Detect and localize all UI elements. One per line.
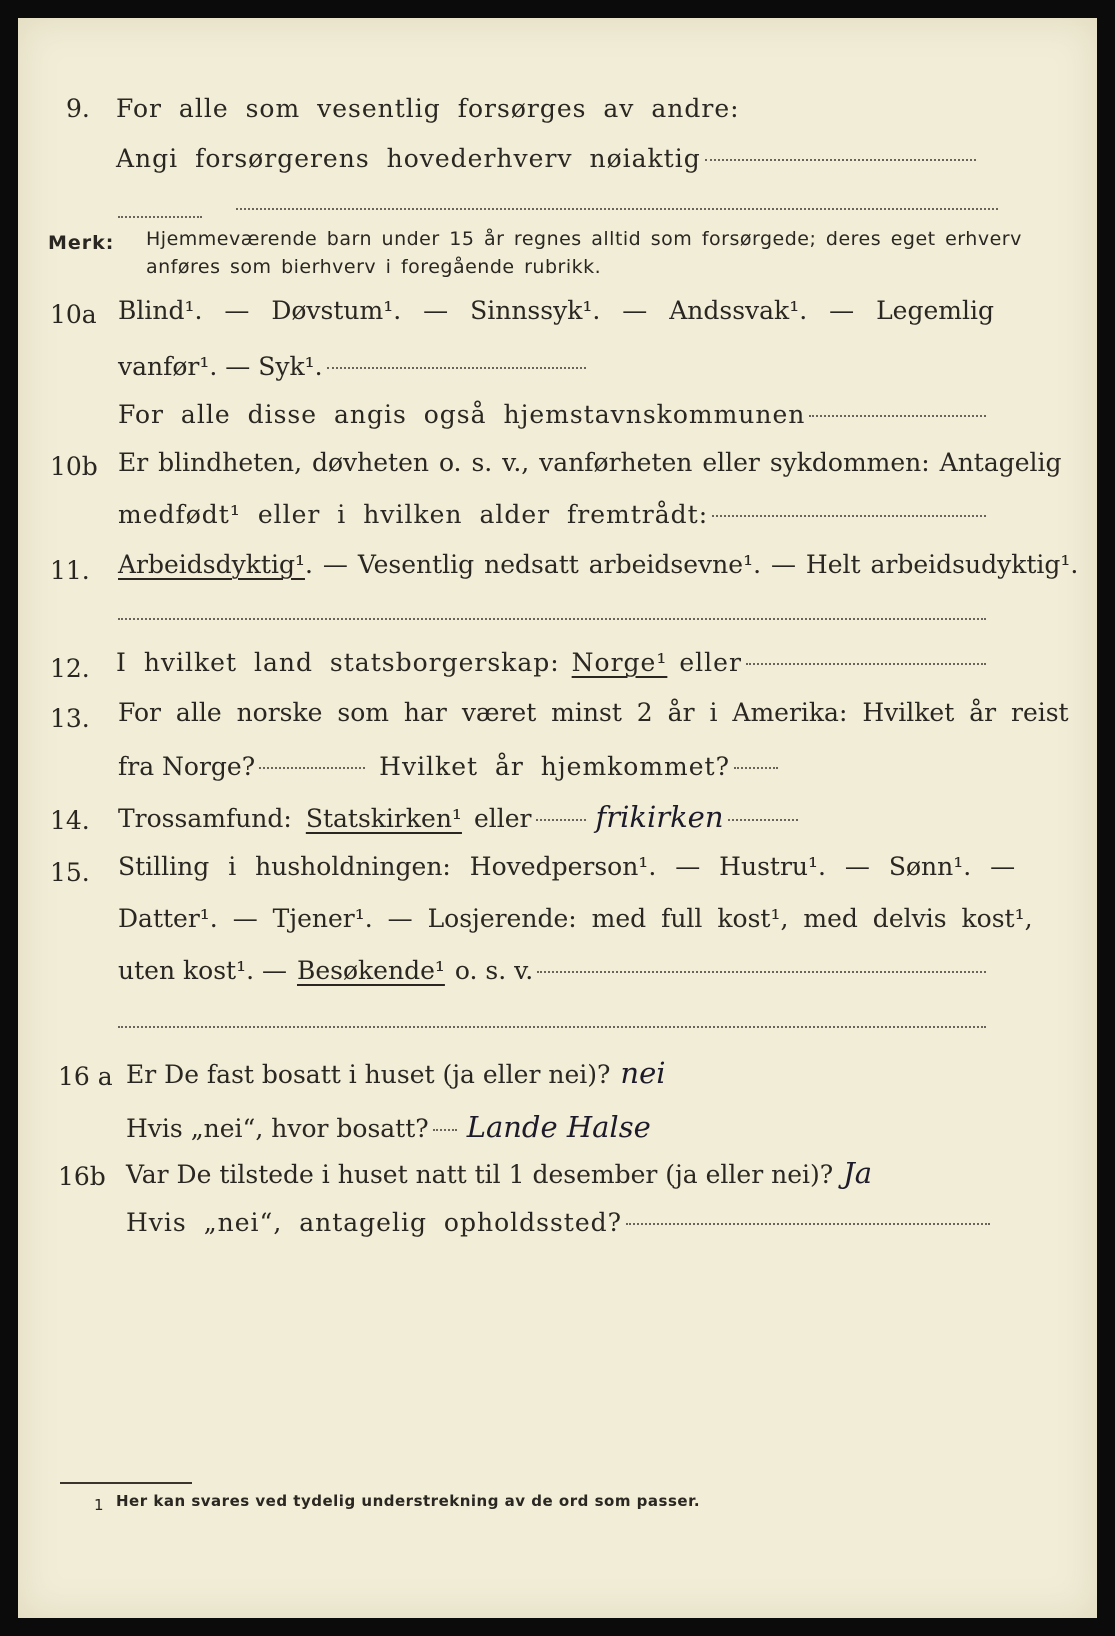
q14-number: 14.: [50, 806, 90, 835]
q13-left-answer-line: [259, 767, 365, 769]
q10a-line3: [118, 400, 986, 429]
q11-number: 11.: [50, 556, 90, 585]
q14-line: [118, 800, 798, 834]
note-label: Merk:: [48, 232, 115, 254]
footnote-mark: 1: [94, 1496, 104, 1514]
q14-after-text: eller: [473, 804, 532, 833]
q16a-question2: Hvis „nei“, hvor bosatt?: [126, 1114, 429, 1143]
q12-text: I hvilket land statsborgerskap:: [116, 648, 560, 677]
q9-line2: [116, 144, 976, 173]
q15-answer-line: [537, 971, 986, 973]
q10b-line2: [118, 500, 986, 529]
q15-line3-text-a: uten kost¹. —: [118, 956, 287, 985]
q13-line2: [118, 752, 778, 781]
q16b-line1: [126, 1156, 986, 1190]
q14-handwritten-answer: frikirken: [595, 800, 724, 834]
q12-answer-line: [746, 663, 986, 665]
q16a-number: 16 a: [58, 1062, 113, 1091]
q13-right-answer-line: [734, 767, 778, 769]
q15-line2: [118, 904, 1033, 933]
q16a-answer2-line: [433, 1129, 457, 1131]
q16b-number: 16b: [58, 1162, 106, 1191]
q10a-line1: [118, 296, 994, 325]
q10a-line2-text: vanfør¹. — Syk¹.: [118, 352, 323, 381]
q14-selected-option: Statskirken¹: [305, 804, 462, 833]
note-line2: anføres som bierhverv i foregående rubrikk.: [146, 256, 602, 278]
q11-line: [118, 550, 1079, 579]
q10b-line1-text: Er blindheten, døvheten o. s. v., vanførheten eller sykdommen: Antagelig: [118, 448, 1062, 477]
footnote-rule: [60, 1482, 192, 1484]
q15-extra-answer-line: [118, 1026, 986, 1028]
q14-answer-line-left: [536, 819, 586, 821]
q13-line1: [118, 698, 1069, 727]
q10b-line1: [118, 448, 1062, 477]
q13-number: 13.: [50, 704, 90, 733]
q10b-line2-text: medfødt¹ eller i hvilken alder fremtrådt:: [118, 500, 709, 529]
q9-separator-short: [118, 216, 202, 218]
q16a-line1: [126, 1056, 826, 1090]
q15-number: 15.: [50, 858, 90, 887]
q12-after-text: eller: [679, 648, 742, 677]
q14-text: Trossamfund:: [118, 804, 292, 833]
q10b-number: 10b: [50, 452, 98, 481]
q16a-line2: [126, 1110, 826, 1144]
q15-line1: [118, 852, 1016, 881]
q9-separator-long: [236, 208, 998, 210]
q13-right-question: Hvilket år hjemkommet?: [379, 752, 731, 781]
q9-line2-text: Angi forsørgerens hovederhverv nøiaktig: [116, 144, 701, 173]
q15-line2-text: Datter¹. — Tjener¹. — Losjerende: med full kost¹, med delvis kost¹,: [118, 904, 1033, 933]
q10a-hometown-answer-line: [809, 415, 986, 417]
q15-line3-text-b: o. s. v.: [454, 956, 534, 985]
q11-rest-text: . — Vesentlig nedsatt arbeidsevne¹. — Helt arbeidsudyktig¹.: [304, 550, 1079, 579]
q16a-handwritten-answer2: Lande Halse: [466, 1110, 651, 1144]
q13-line1-text: For alle norske som har været minst 2 år i Amerika: Hvilket år reist: [118, 698, 1069, 727]
q16a-question1: Er De fast bosatt i huset (ja eller nei)?: [126, 1060, 611, 1089]
q15-line1-text: Stilling i husholdningen: Hovedperson¹. — Hustru¹. — Sønn¹. —: [118, 852, 1016, 881]
q16b-answer2-line: [626, 1223, 990, 1225]
q10a-syk-answer-line: [327, 367, 586, 369]
q16a-handwritten-answer1: nei: [620, 1056, 666, 1090]
q16b-handwritten-answer1: Ja: [843, 1156, 873, 1190]
q13-left-question: fra Norge?: [118, 752, 256, 781]
q10a-line3-text: For alle disse angis også hjemstavnskommunen: [118, 400, 806, 429]
q11-selected-option: Arbeidsdyktig¹: [118, 550, 305, 579]
q12-line: [116, 648, 986, 677]
q10a-line2: [118, 352, 586, 381]
q10b-answer-line: [712, 515, 986, 517]
q9-answer-line: [705, 159, 976, 161]
q14-answer-line-right: [728, 819, 799, 821]
q9-line1-text: For alle som vesentlig forsørges av andre:: [116, 94, 740, 123]
q12-number: 12.: [50, 654, 90, 683]
q15-selected-option: Besøkende¹: [296, 956, 445, 985]
census-form-page: [18, 18, 1097, 1618]
q9-line1: [116, 94, 986, 123]
note-line1: Hjemmeværende barn under 15 år regnes alltid som forsørgede; deres eget erhverv: [146, 228, 1022, 250]
q11-answer-line: [118, 618, 986, 620]
q16b-line2: [126, 1208, 990, 1237]
footnote-text: Her kan svares ved tydelig understrekning av de ord som passer.: [116, 1492, 701, 1510]
q12-selected-option: Norge¹: [571, 648, 668, 677]
q15-line3: [118, 956, 986, 985]
q9-number: 9.: [66, 94, 90, 123]
q16b-question2: Hvis „nei“, antagelig opholdssted?: [126, 1208, 623, 1237]
q10a-line1-text: Blind¹. — Døvstum¹. — Sinnssyk¹. — Andssvak¹. — Legemlig: [118, 296, 994, 325]
q10a-number: 10a: [50, 300, 97, 329]
q16b-question1: Var De tilstede i huset natt til 1 desember (ja eller nei)?: [126, 1160, 834, 1189]
